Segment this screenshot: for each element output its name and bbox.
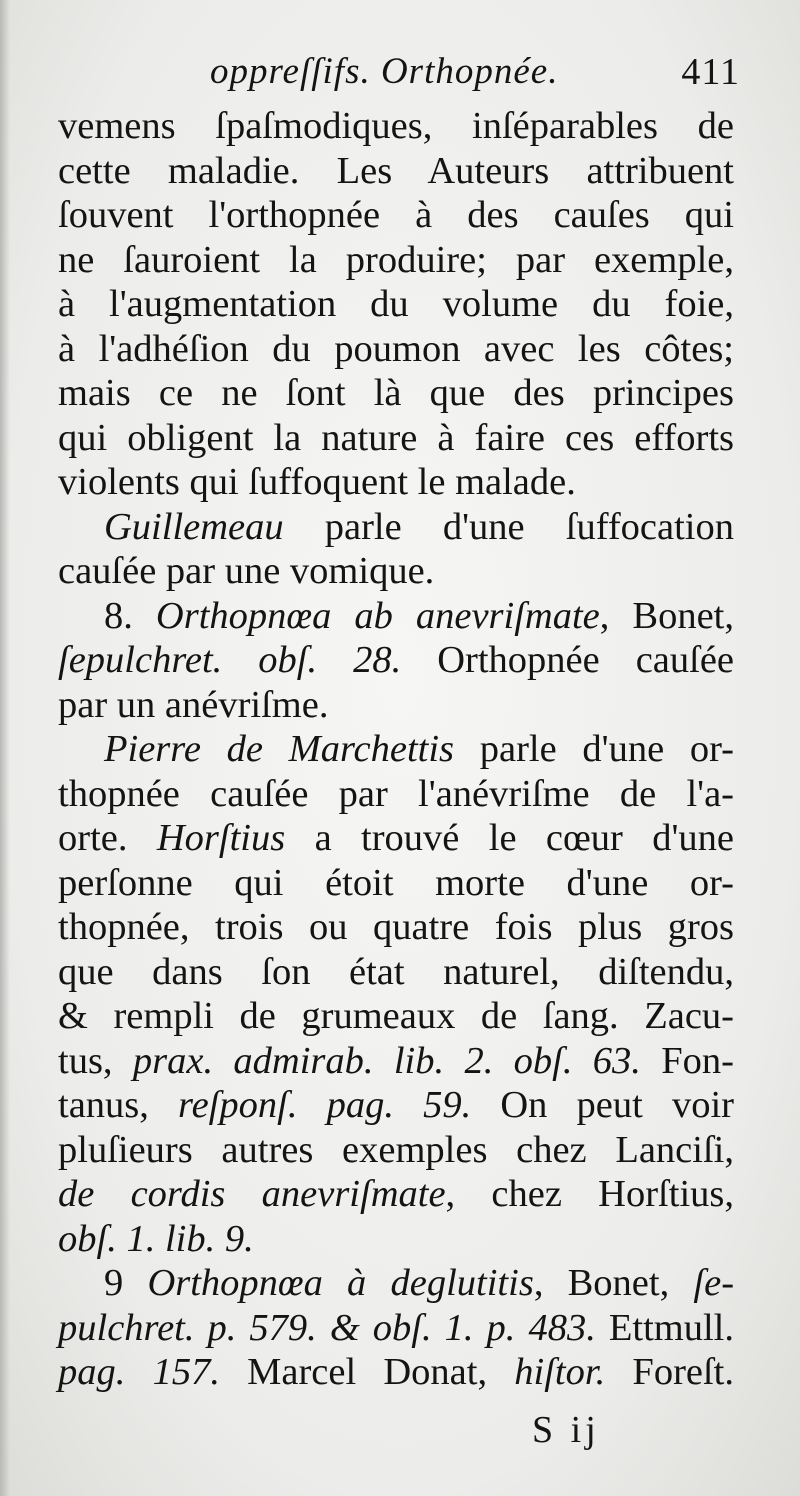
italic-segment: prax. admirab. lib. 2. obſ. 63. [132,1039,641,1082]
text-segment: parle d'une or- [454,728,734,770]
italic-segment: hiſtor. [514,1351,606,1393]
text-segment: à l'adhéſion du poumon avec les côtes; [58,327,734,370]
text-segment: Foreſt. [605,1351,735,1393]
text-segment: , Bonet, [533,1262,694,1304]
text-line [58,1128,734,1173]
text-segment: Ettmull. [595,1306,734,1349]
italic-segment: ſepulchret. obſ. 28. [58,639,402,681]
text-line [58,594,734,639]
text-segment: On peut voir [471,1084,734,1126]
italic-segment: reſponſ. pag. 59. [178,1084,472,1126]
italic-segment: obſ. 1. lib. 9. [58,1217,254,1260]
text-segment: parle d'une ſuffocation [283,505,734,548]
text-segment: Orthopnée cauſée [401,639,734,681]
text-segment: que dans ſon état naturel, diſtendu, [58,950,734,993]
text-line [58,1172,734,1217]
text-segment: perſonne qui étoit morte d'une or- [58,861,734,904]
text-line [58,905,734,950]
text-segment: tus, [58,1039,133,1082]
italic-segment: pulchret. p. 579. & obſ. 1. p. 483. [58,1306,596,1349]
text-segment: ſouvent l'orthopnée à des cauſes qui [58,194,734,236]
text-line [58,1306,734,1351]
text-segment: 8. [104,594,156,637]
text-segment: mais ce ne ſont là que des principes [58,372,734,414]
text-segment: 9 [104,1262,148,1304]
italic-segment: Orthopnœa à deglutitis [147,1262,534,1304]
text-segment: pluſieurs autres exemples chez Lanciſi, [58,1128,734,1171]
text-segment: , chez Horſtius, [445,1173,734,1215]
text-line [58,816,734,861]
text-segment: cette maladie. Les Auteurs attribuent [58,149,734,192]
italic-segment: pag. 157. [58,1351,220,1393]
text-line [58,460,734,505]
text-line [58,149,734,194]
text-line [58,282,734,327]
text-line [58,104,734,149]
italic-segment: Horſtius [156,817,286,859]
page-edge-shadow [0,0,10,1496]
text-line [58,238,734,283]
italic-segment: Guillemeau [104,505,284,548]
running-title: oppreſſifs. Orthopnée. [210,51,559,92]
italic-segment: ſe- [693,1262,735,1304]
text-segment: vemens ſpaſmodiques, inſéparables de [58,105,734,147]
text-segment: a trouvé le cœur d'une [285,817,735,859]
text-line [58,772,734,817]
text-line [58,193,734,238]
text-line [58,727,734,772]
text-line [58,416,734,461]
page-number: 411 [681,51,740,93]
text-segment: violents qui ſuffoquent le malade. [58,461,576,503]
text-segment: à l'augmentation du volume du foie, [58,283,734,325]
text-segment: qui obligent la nature à faire ces efforts [58,416,734,459]
text-segment: & rempli de grumeaux de ſang. Zacu- [58,995,734,1037]
text-segment: tanus, [58,1084,179,1126]
body-text [58,104,734,1395]
text-line [58,994,734,1039]
text-line [58,1039,734,1084]
text-segment: thopnée cauſée par l'anévriſme de l'a- [58,772,734,815]
text-segment: thopnée, trois ou quatre fois plus gros [58,906,734,948]
text-line [58,1350,734,1395]
running-header [210,50,750,96]
text-line [58,638,734,683]
text-line [58,1261,734,1306]
text-segment: orte. [58,817,157,859]
text-segment: par un anévriſme. [58,683,329,726]
italic-segment: Orthopnœa ab anevriſmate [155,594,600,637]
text-segment: Marcel Donat, [219,1351,515,1393]
text-line [58,683,734,728]
text-segment: Fon- [640,1039,734,1082]
signature-mark: S ij [532,1409,600,1451]
text-line [58,1083,734,1128]
text-line [58,327,734,372]
text-segment: , Bonet, [599,594,735,637]
text-line [58,1217,734,1262]
text-segment: cauſée par une vomique. [58,550,435,592]
text-line [58,505,734,550]
text-line [58,549,734,594]
text-line [58,861,734,906]
text-line [58,371,734,416]
italic-segment: de cordis anevriſmate [58,1173,446,1215]
italic-segment: Pierre de Marchettis [104,728,455,770]
text-line [58,950,734,995]
text-segment: ne ſauroient la produire; par exemple, [58,238,734,281]
